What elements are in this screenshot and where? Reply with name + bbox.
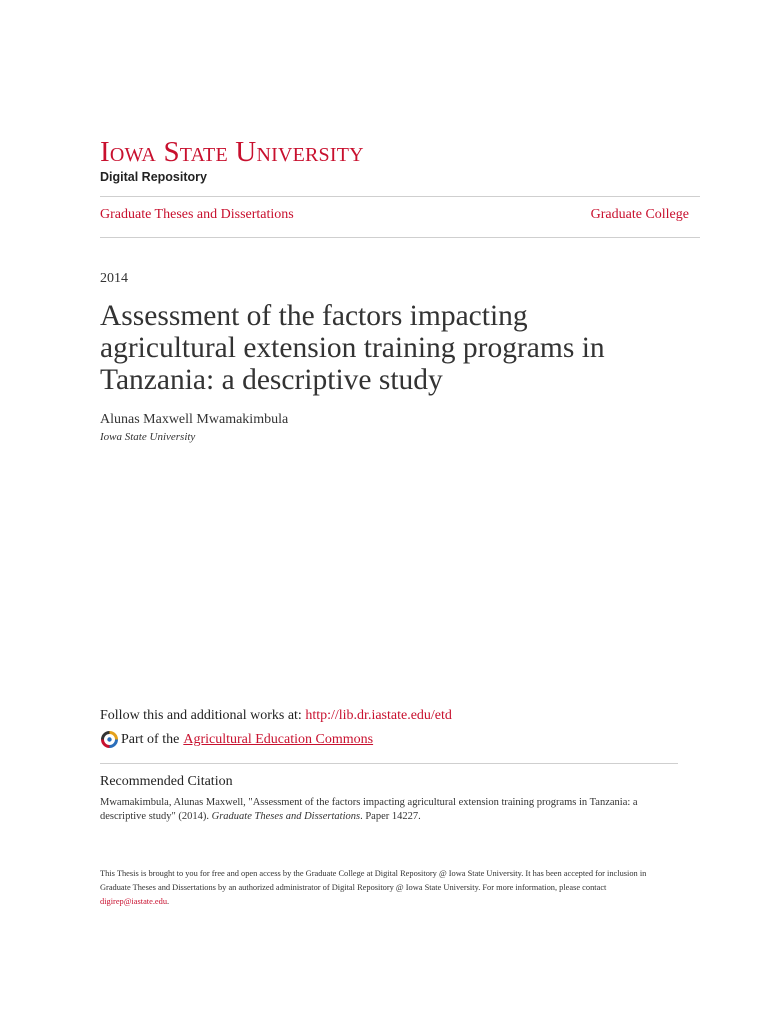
publication-year: 2014 xyxy=(100,271,128,286)
access-notice-end: . xyxy=(167,897,170,906)
network-icon xyxy=(100,730,119,749)
author-name: Alunas Maxwell Mwamakimbula xyxy=(100,412,289,427)
access-notice-text: This Thesis is brought to you for free and open access by the Graduate College at Digital Repository @ Iowa State University. It has been accepted for inclusion in Graduate Theses and Dissertations by an authorized administrator of Digital Repository @ Iowa State University. For more information, please contact xyxy=(100,869,647,892)
repository-name: Digital Repository xyxy=(100,170,207,184)
author-affiliation: Iowa State University xyxy=(100,431,196,443)
university-logo xyxy=(100,138,364,184)
document-title: Assessment of the factors impacting agricultural extension training programs in Tanzania: a descriptive study xyxy=(100,300,605,396)
citation-divider xyxy=(100,763,678,764)
agricultural-education-commons-link[interactable]: Agricultural Education Commons xyxy=(183,731,374,747)
top-divider xyxy=(100,196,700,197)
citation-paper: . Paper 14227. xyxy=(360,811,421,822)
citation-heading: Recommended Citation xyxy=(100,774,233,789)
graduate-college-link[interactable]: Graduate College xyxy=(590,207,689,222)
citation-text xyxy=(100,796,660,824)
access-notice xyxy=(100,867,670,909)
follow-line xyxy=(100,708,452,724)
citation-series: Graduate Theses and Dissertations xyxy=(211,811,361,822)
part-of-label: Part of the xyxy=(121,731,180,747)
citation-body: Mwamakimbula, Alunas Maxwell, "Assessment of the factors impacting agricultural extension training programs in Tanzania: a descriptive study" (2014). xyxy=(100,797,638,822)
nav-divider xyxy=(100,237,700,238)
part-of-line xyxy=(100,730,373,749)
follow-label: Follow this and additional works at: xyxy=(100,708,302,723)
graduate-theses-link[interactable]: Graduate Theses and Dissertations xyxy=(100,207,294,222)
contact-email-link[interactable]: digirep@iastate.edu xyxy=(100,897,168,906)
university-name: Iowa State University xyxy=(100,136,364,168)
etd-url-link[interactable]: http://lib.dr.iastate.edu/etd xyxy=(305,708,452,723)
